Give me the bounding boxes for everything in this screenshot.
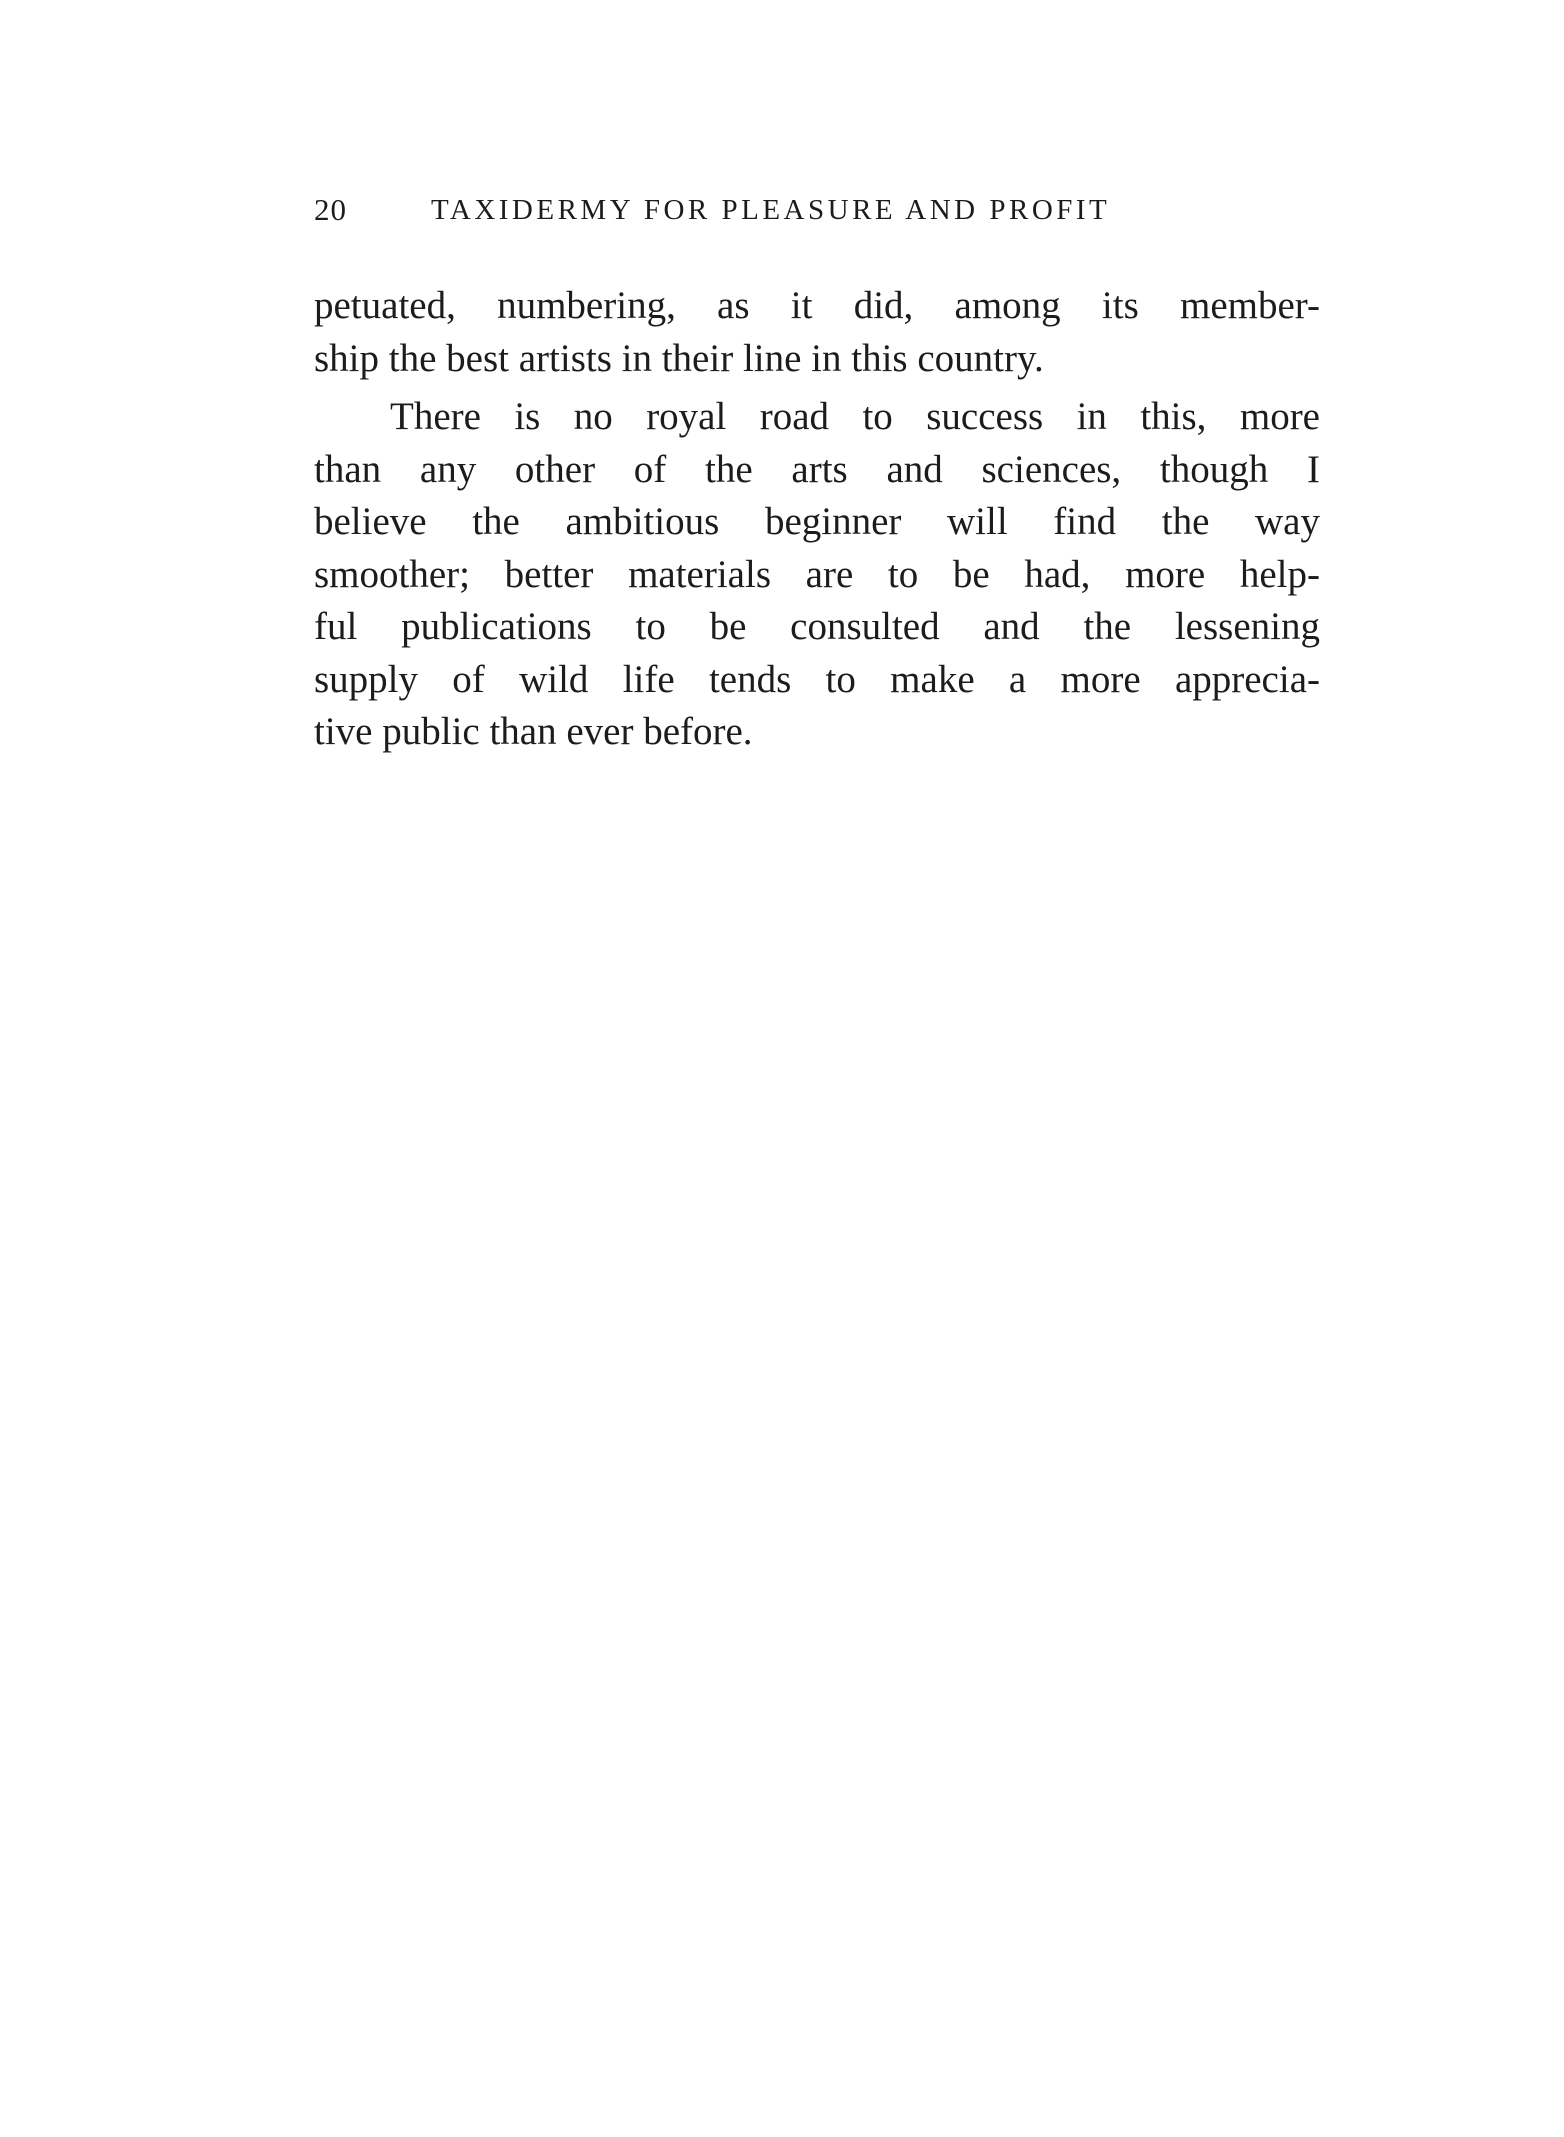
paragraph-2 (314, 391, 1320, 759)
running-head (314, 188, 1234, 232)
running-title: TAXIDERMY FOR PLEASURE AND PROFIT (431, 194, 1111, 226)
text-line: ful publications to be consulted and the lessening (314, 605, 1320, 648)
text-line: There is no royal road to success in this, more (390, 395, 1320, 438)
text-line: than any other of the arts and sciences, though I (314, 447, 1320, 491)
page-number: 20 (314, 192, 347, 227)
text-line: petuated, numbering, as it did, among its member- (314, 284, 1320, 327)
text-line: tive public than ever before. (314, 710, 753, 753)
paragraph-1 (314, 280, 1320, 385)
text-line: ship the best artists in their line in this country. (314, 336, 1044, 380)
text-line: supply of wild life tends to make a more apprecia- (314, 657, 1320, 701)
body-text (314, 280, 1320, 759)
text-line: believe the ambitious beginner will find the way (314, 500, 1320, 543)
text-line: smoother; better materials are to be had, more help- (314, 552, 1320, 596)
